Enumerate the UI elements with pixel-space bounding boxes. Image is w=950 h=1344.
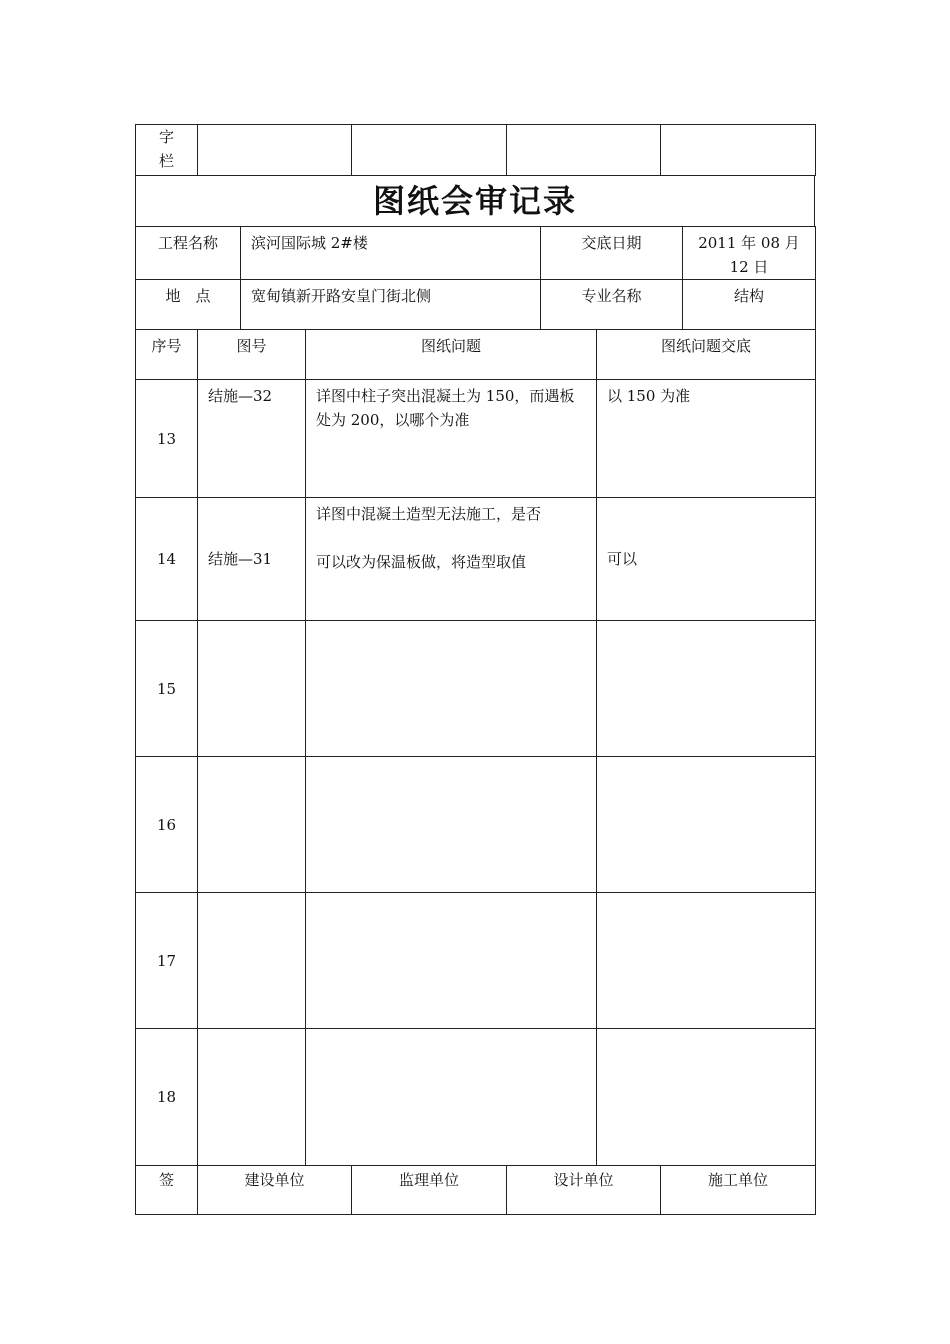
specialty-value: 结构	[683, 280, 816, 330]
page-title: 图纸会审记录	[136, 176, 815, 227]
row-answer[interactable]	[597, 893, 816, 1029]
row-answer[interactable]	[597, 621, 816, 757]
table-row	[136, 498, 816, 621]
row-issue[interactable]	[306, 1029, 597, 1166]
row-seq: 13	[136, 380, 198, 498]
row-drawing-no[interactable]	[198, 893, 306, 1029]
issues-table	[135, 329, 816, 1166]
table-row	[136, 621, 816, 757]
header-table	[135, 124, 816, 176]
column-header-answer: 图纸问题交底	[597, 330, 816, 380]
table-row	[136, 893, 816, 1029]
row-issue[interactable]	[306, 621, 597, 757]
table-row	[136, 757, 816, 893]
specialty-label: 专业名称	[541, 280, 683, 330]
row-issue	[306, 498, 597, 621]
header-label-cell	[136, 125, 198, 176]
signature-owner[interactable]: 建设单位	[198, 1166, 352, 1215]
row-issue[interactable]	[306, 893, 597, 1029]
row-issue-line1: 详图中柱子突出混凝土为 150，而遇板	[316, 387, 575, 405]
row-issue-line2: 可以改为保温板做，将造型取值	[316, 553, 527, 571]
row-drawing-no: 结施—31	[198, 498, 306, 621]
row-drawing-no[interactable]	[198, 757, 306, 893]
table-row	[136, 1029, 816, 1166]
handover-date-label: 交底日期	[541, 227, 683, 280]
row-issue	[306, 380, 597, 498]
location-label: 地 点	[136, 280, 241, 330]
row-drawing-no: 结施—32	[198, 380, 306, 498]
header-blank-cell-1[interactable]	[198, 125, 352, 176]
signature-table	[135, 1165, 816, 1215]
title-table	[135, 175, 815, 227]
handover-date-value	[683, 227, 816, 280]
header-blank-cell-3[interactable]	[507, 125, 661, 176]
row-issue[interactable]	[306, 757, 597, 893]
handover-date-line1: 2011 年 08 月	[698, 234, 800, 252]
header-label-line1: 字	[158, 128, 174, 146]
row-seq: 16	[136, 757, 198, 893]
table-row	[136, 380, 816, 498]
row-answer: 以 150 为准	[597, 380, 816, 498]
row-answer: 可以	[597, 498, 816, 621]
handover-date-line2: 12 日	[729, 258, 769, 276]
row-issue-line2: 处为 200，以哪个为准	[316, 411, 470, 429]
row-seq: 14	[136, 498, 198, 621]
header-blank-cell-4[interactable]	[661, 125, 816, 176]
row-issue-line1: 详图中混凝土造型无法施工，是否	[316, 505, 542, 523]
row-seq: 17	[136, 893, 198, 1029]
header-blank-cell-2[interactable]	[352, 125, 507, 176]
issues-header-row	[136, 330, 816, 380]
row-answer[interactable]	[597, 757, 816, 893]
column-header-seq: 序号	[136, 330, 198, 380]
drawing-review-form	[135, 124, 815, 1215]
project-name-label: 工程名称	[136, 227, 241, 280]
column-header-drawing-no: 图号	[198, 330, 306, 380]
row-seq: 18	[136, 1029, 198, 1166]
project-name-value: 滨河国际城 2#楼	[241, 227, 541, 280]
row-answer[interactable]	[597, 1029, 816, 1166]
signature-contractor[interactable]: 施工单位	[661, 1166, 816, 1215]
header-label-line2: 栏	[158, 152, 174, 170]
location-value: 宽甸镇新开路安皇门街北侧	[241, 280, 541, 330]
row-seq: 15	[136, 621, 198, 757]
signature-supervisor[interactable]: 监理单位	[352, 1166, 507, 1215]
row-drawing-no[interactable]	[198, 1029, 306, 1166]
signature-label: 签	[136, 1166, 198, 1215]
project-info-table	[135, 226, 816, 330]
signature-designer[interactable]: 设计单位	[507, 1166, 661, 1215]
column-header-issue: 图纸问题	[306, 330, 597, 380]
row-drawing-no[interactable]	[198, 621, 306, 757]
